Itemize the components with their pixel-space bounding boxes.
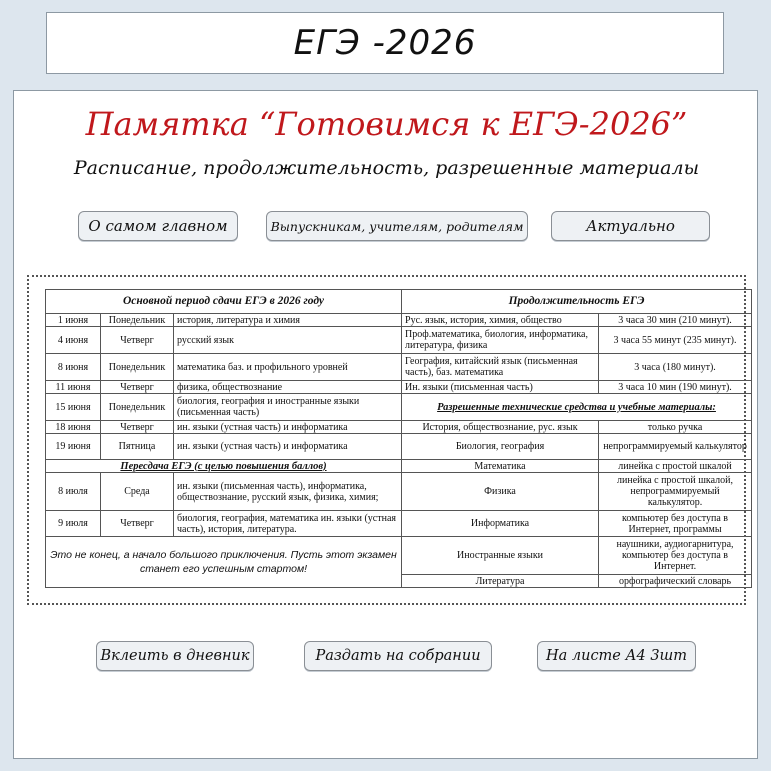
exam-day: Четверг (101, 421, 174, 434)
exam-day: Понедельник (101, 314, 174, 327)
table-row (46, 537, 752, 575)
audience-button[interactable]: Выпускникам, учителям, родителям (266, 211, 528, 241)
exam-date: 18 июня (46, 421, 101, 434)
duration-subjects: География, китайский язык (письменная часть), баз. математика (402, 354, 599, 381)
exam-subjects: биология, география и иностранные языки (письменная часть) (174, 394, 402, 421)
table-row (46, 434, 752, 460)
exam-subjects: ин. языки (устная часть) и информатика (174, 434, 402, 460)
material-subject: История, обществознание, рус. язык (402, 421, 599, 434)
exam-date: 15 июня (46, 394, 101, 421)
duration-time: 3 часа 30 мин (210 минут). (599, 314, 752, 327)
paste-in-diary-button[interactable]: Вклеить в дневник (96, 641, 254, 671)
material-allowed: только ручка (599, 421, 752, 434)
table-row (46, 511, 752, 537)
material-allowed: линейка с простой шкалой (599, 460, 752, 473)
exam-day: Четверг (101, 381, 174, 394)
exam-date: 8 июня (46, 354, 101, 381)
table-row (46, 421, 752, 434)
exam-date: 11 июня (46, 381, 101, 394)
top-banner (46, 12, 724, 74)
material-subject: Биология, география (402, 434, 599, 460)
material-allowed: орфографический словарь (599, 575, 752, 588)
exam-subjects: физика, обществознание (174, 381, 402, 394)
table-row (46, 394, 752, 421)
material-subject: Информатика (402, 511, 599, 537)
material-allowed: наушники, аудиогарнитура, компьютер без доступа в Интернет. (599, 537, 752, 575)
exam-subjects: математика баз. и профильного уровней (174, 354, 402, 381)
exam-date: 1 июня (46, 314, 101, 327)
schedule-frame (27, 275, 746, 605)
exam-subjects: ин. языки (устная часть) и информатика (174, 421, 402, 434)
exam-day: Понедельник (101, 354, 174, 381)
table-row (46, 354, 752, 381)
retake-date: 9 июля (46, 511, 101, 537)
material-allowed: компьютер без доступа в Интернет, программы (599, 511, 752, 537)
page-title: Памятка “Готовимся к ЕГЭ-2026” (85, 105, 688, 143)
retake-subjects: ин. языки (письменная часть), информатика, обществознание, русский язык, физика, химия; (174, 473, 402, 511)
retake-day: Среда (101, 473, 174, 511)
actual-button[interactable]: Актуально (551, 211, 710, 241)
main-info-button[interactable]: О самом главном (78, 211, 238, 241)
retake-day: Четверг (101, 511, 174, 537)
closing-note: Это не конец, а начало большого приключения. Пусть этот экзамен станет его успешным стартом! (46, 537, 402, 588)
duration-subjects: Проф.математика, биология, информатика, литература, физика (402, 327, 599, 354)
exam-day: Пятница (101, 434, 174, 460)
exam-subjects: история, литература и химия (174, 314, 402, 327)
exam-date: 4 июня (46, 327, 101, 354)
banner-title: ЕГЭ -2026 (293, 23, 477, 63)
material-allowed: непрограммируемый калькулятор (599, 434, 752, 460)
distribute-at-meeting-button[interactable]: Раздать на собрании (304, 641, 492, 671)
table-row (46, 460, 752, 473)
table-row (46, 314, 752, 327)
page-subtitle: Расписание, продолжительность, разрешенные материалы (73, 157, 700, 179)
material-subject: Математика (402, 460, 599, 473)
exam-day: Четверг (101, 327, 174, 354)
content-panel (13, 90, 758, 759)
material-subject: Иностранные языки (402, 537, 599, 575)
duration-subjects: Ин. языки (письменная часть) (402, 381, 599, 394)
duration-header: Продолжительность ЕГЭ (402, 290, 752, 314)
main-period-header: Основной период сдачи ЕГЭ в 2026 году (46, 290, 402, 314)
duration-time: 3 часа 10 мин (190 минут). (599, 381, 752, 394)
table-row (46, 327, 752, 354)
schedule-table (45, 289, 752, 588)
table-row (46, 381, 752, 394)
exam-day: Понедельник (101, 394, 174, 421)
duration-time: 3 часа 55 минут (235 минут). (599, 327, 752, 354)
material-subject: Литература (402, 575, 599, 588)
duration-time: 3 часа (180 минут). (599, 354, 752, 381)
retake-subjects: биология, география, математика ин. языки (устная часть), история, литература. (174, 511, 402, 537)
materials-header: Разрешенные технические средства и учебные материалы: (402, 394, 752, 421)
material-allowed: линейка с простой шкалой, непрограммируемый калькулятор. (599, 473, 752, 511)
retake-date: 8 июля (46, 473, 101, 511)
material-subject: Физика (402, 473, 599, 511)
exam-date: 19 июня (46, 434, 101, 460)
duration-subjects: Рус. язык, история, химия, общество (402, 314, 599, 327)
retake-header: Пересдача ЕГЭ (с целью повышения баллов) (46, 460, 402, 473)
table-row (46, 473, 752, 511)
a4-sheet-button[interactable]: На листе А4 3шт (537, 641, 696, 671)
exam-subjects: русский язык (174, 327, 402, 354)
